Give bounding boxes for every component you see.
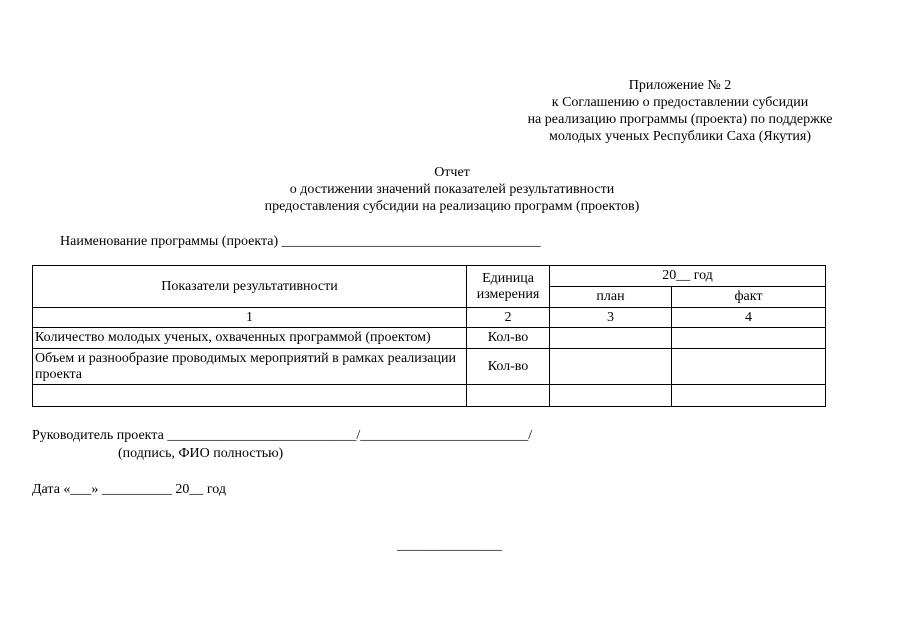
report-subtitle-1: о достижении значений показателей результативности bbox=[289, 182, 615, 197]
appendix-line-4: молодых ученых Республики Саха (Якутия) bbox=[548, 129, 812, 144]
column-number-4: 4 bbox=[672, 308, 826, 328]
signature-label: Руководитель проекта bbox=[32, 428, 164, 443]
plan-cell[interactable] bbox=[550, 328, 672, 349]
column-number-1: 1 bbox=[33, 308, 467, 328]
date-line[interactable]: Дата «___» __________ 20__ год bbox=[32, 482, 227, 497]
table-row bbox=[33, 385, 826, 407]
fact-cell[interactable] bbox=[672, 349, 826, 385]
unit-cell: Кол-во bbox=[467, 328, 550, 349]
table-row bbox=[33, 328, 826, 349]
column-number-2: 2 bbox=[467, 308, 550, 328]
header-unit bbox=[467, 266, 550, 308]
report-subtitle-2: предоставления субсидии на реализацию программ (проектов) bbox=[264, 199, 640, 214]
header-fact: факт bbox=[672, 287, 826, 308]
plan-cell[interactable] bbox=[550, 385, 672, 407]
table-header-row bbox=[33, 266, 826, 287]
indicator-cell: Объем и разнообразие проводимых мероприятий в рамках реализации проекта bbox=[33, 349, 467, 385]
plan-cell[interactable] bbox=[550, 349, 672, 385]
appendix-line-3: на реализацию программы (проекта) по поддержке bbox=[527, 112, 833, 127]
indicator-cell[interactable] bbox=[33, 385, 467, 407]
signature-blank[interactable]: ___________________________/________________________/ bbox=[167, 428, 533, 443]
signature-line bbox=[32, 427, 532, 444]
signature-hint: (подпись, ФИО полностью) bbox=[118, 446, 284, 461]
header-unit-line-2: измерения bbox=[476, 286, 540, 302]
header-year: 20__ год bbox=[550, 266, 826, 287]
unit-cell: Кол-во bbox=[467, 349, 550, 385]
column-number-3: 3 bbox=[550, 308, 672, 328]
program-name-label: Наименование программы (проекта) bbox=[60, 234, 279, 249]
table-row bbox=[33, 349, 826, 385]
table-number-row bbox=[33, 308, 826, 328]
indicator-cell: Количество молодых ученых, охваченных программой (проектом) bbox=[33, 328, 467, 349]
fact-cell[interactable] bbox=[672, 328, 826, 349]
unit-cell[interactable] bbox=[467, 385, 550, 407]
header-unit-line-1: Единица bbox=[482, 270, 534, 286]
appendix-header bbox=[470, 77, 890, 145]
bottom-rule: _______________ bbox=[397, 538, 502, 553]
program-name-blank[interactable]: _____________________________________ bbox=[281, 234, 541, 249]
program-name-line bbox=[60, 233, 541, 250]
header-indicators: Показатели результативности bbox=[33, 266, 467, 308]
header-plan: план bbox=[550, 287, 672, 308]
appendix-number: Приложение № 2 bbox=[628, 78, 732, 93]
report-title: Отчет bbox=[434, 165, 470, 180]
appendix-line-2: к Соглашению о предоставлении субсидии bbox=[551, 95, 809, 110]
indicators-table bbox=[32, 265, 826, 407]
fact-cell[interactable] bbox=[672, 385, 826, 407]
report-heading bbox=[152, 164, 752, 215]
